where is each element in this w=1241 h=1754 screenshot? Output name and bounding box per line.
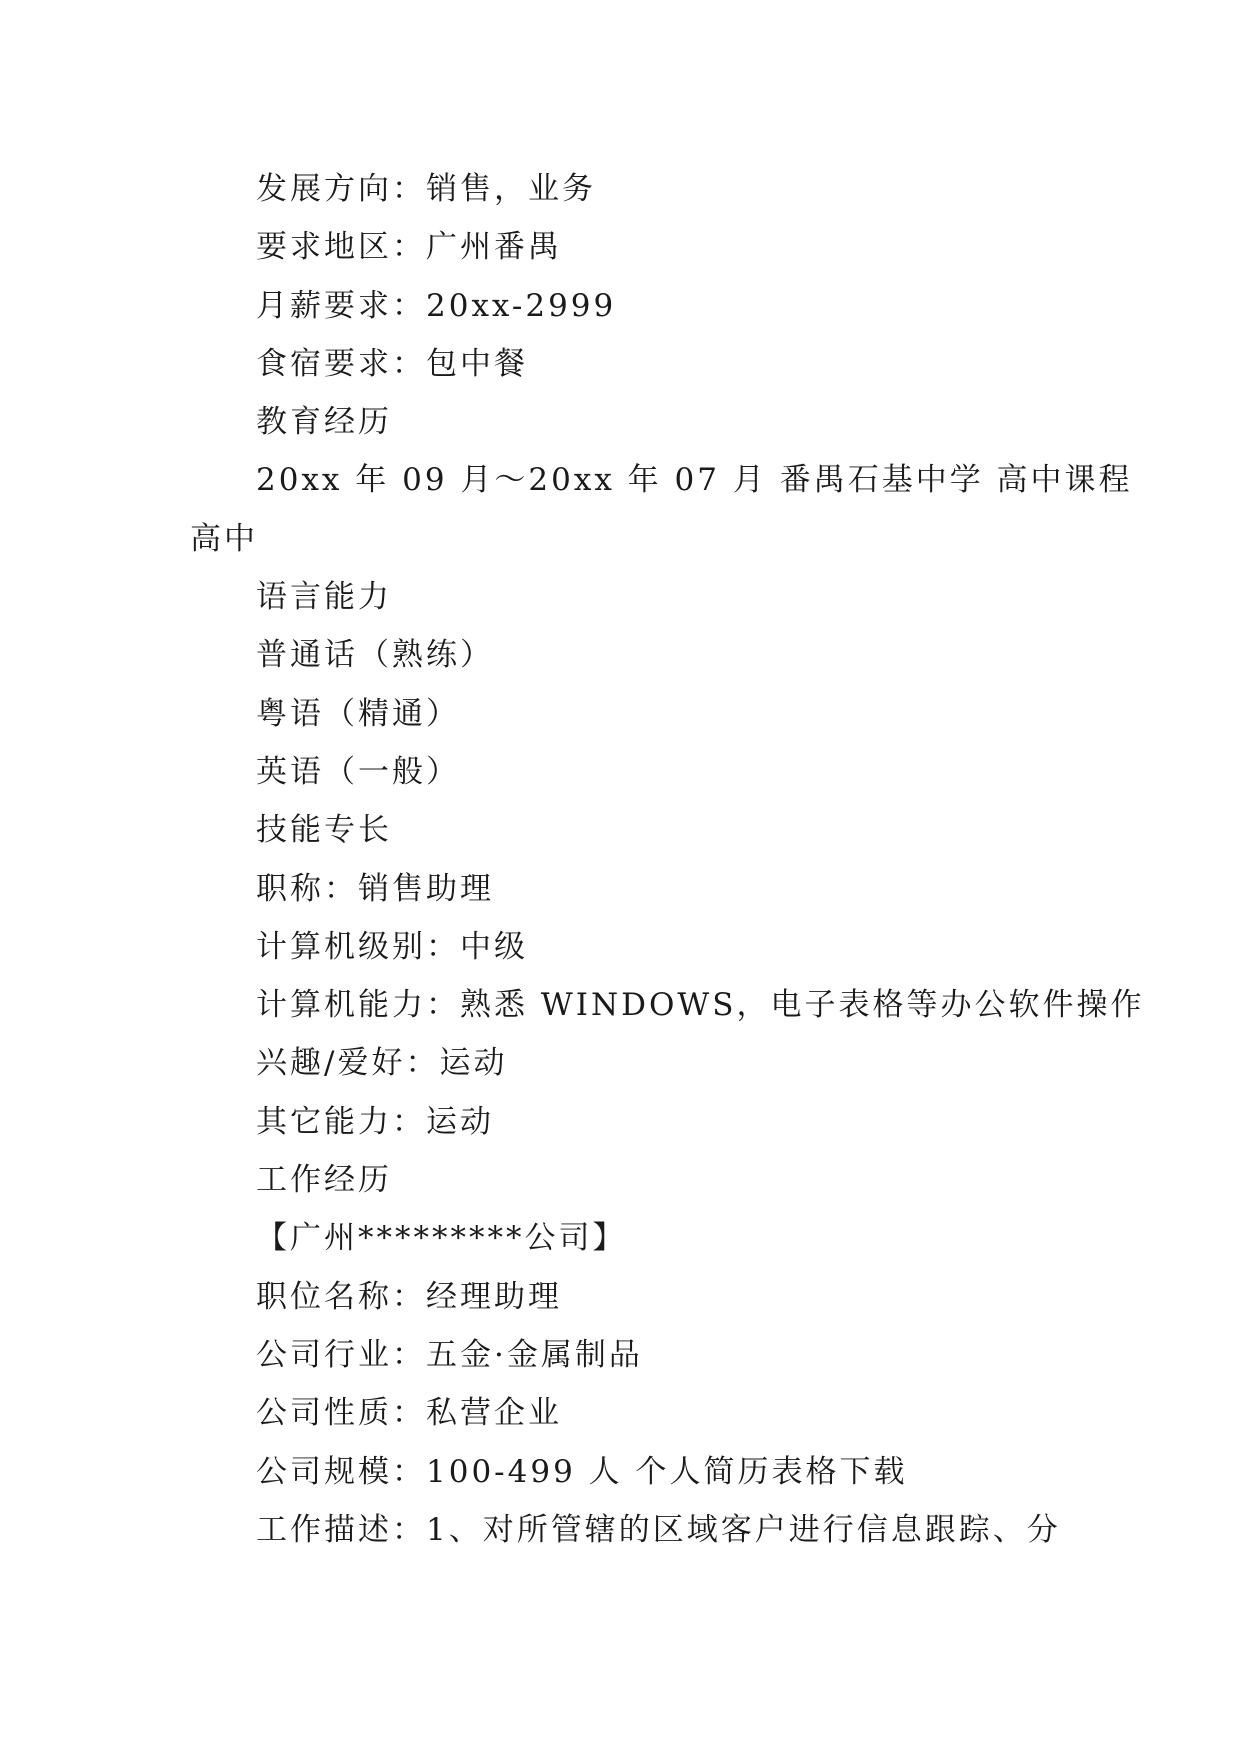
text-line-title: 职称：销售助理 — [256, 870, 494, 907]
text-line-english: 英语（一般） — [256, 753, 460, 790]
section-heading-education: 教育经历 — [256, 404, 392, 441]
text-line-school-continued: 高中 — [190, 520, 258, 557]
text-line-cantonese: 粤语（精通） — [256, 695, 460, 732]
text-line-company-size: 公司规模：100-499 人 个人简历表格下载 — [256, 1453, 908, 1490]
text-line-school: 20xx 年 09 月～20xx 年 07 月 番禺石基中学 高中课程 — [256, 462, 1133, 499]
section-heading-skills: 技能专长 — [256, 812, 392, 849]
section-heading-work: 工作经历 — [256, 1162, 392, 1199]
text-line-computer-level: 计算机级别：中级 — [256, 928, 528, 965]
text-line-salary: 月薪要求：20xx-2999 — [256, 287, 617, 324]
text-line-hobbies: 兴趣/爱好：运动 — [256, 1045, 508, 1082]
document-body — [190, 160, 1145, 1559]
text-line-computer-ability: 计算机能力：熟悉 WINDOWS，电子表格等办公软件操作 — [256, 987, 1145, 1024]
text-line-job-description: 工作描述：1、对所管辖的区域客户进行信息跟踪、分 — [256, 1511, 1061, 1548]
text-line-board: 食宿要求：包中餐 — [256, 345, 528, 382]
text-line-company: 【广州*********公司】 — [256, 1220, 627, 1257]
section-heading-languages: 语言能力 — [256, 579, 392, 616]
text-line-position: 职位名称：经理助理 — [256, 1278, 562, 1315]
text-line-direction: 发展方向：销售，业务 — [256, 171, 596, 207]
text-line-other-abilities: 其它能力：运动 — [256, 1103, 494, 1140]
text-line-mandarin: 普通话（熟练） — [256, 637, 494, 674]
text-line-industry: 公司行业：五金·金属制品 — [256, 1336, 643, 1373]
text-line-region: 要求地区：广州番禺 — [256, 229, 562, 266]
text-line-company-type: 公司性质：私营企业 — [256, 1395, 562, 1432]
